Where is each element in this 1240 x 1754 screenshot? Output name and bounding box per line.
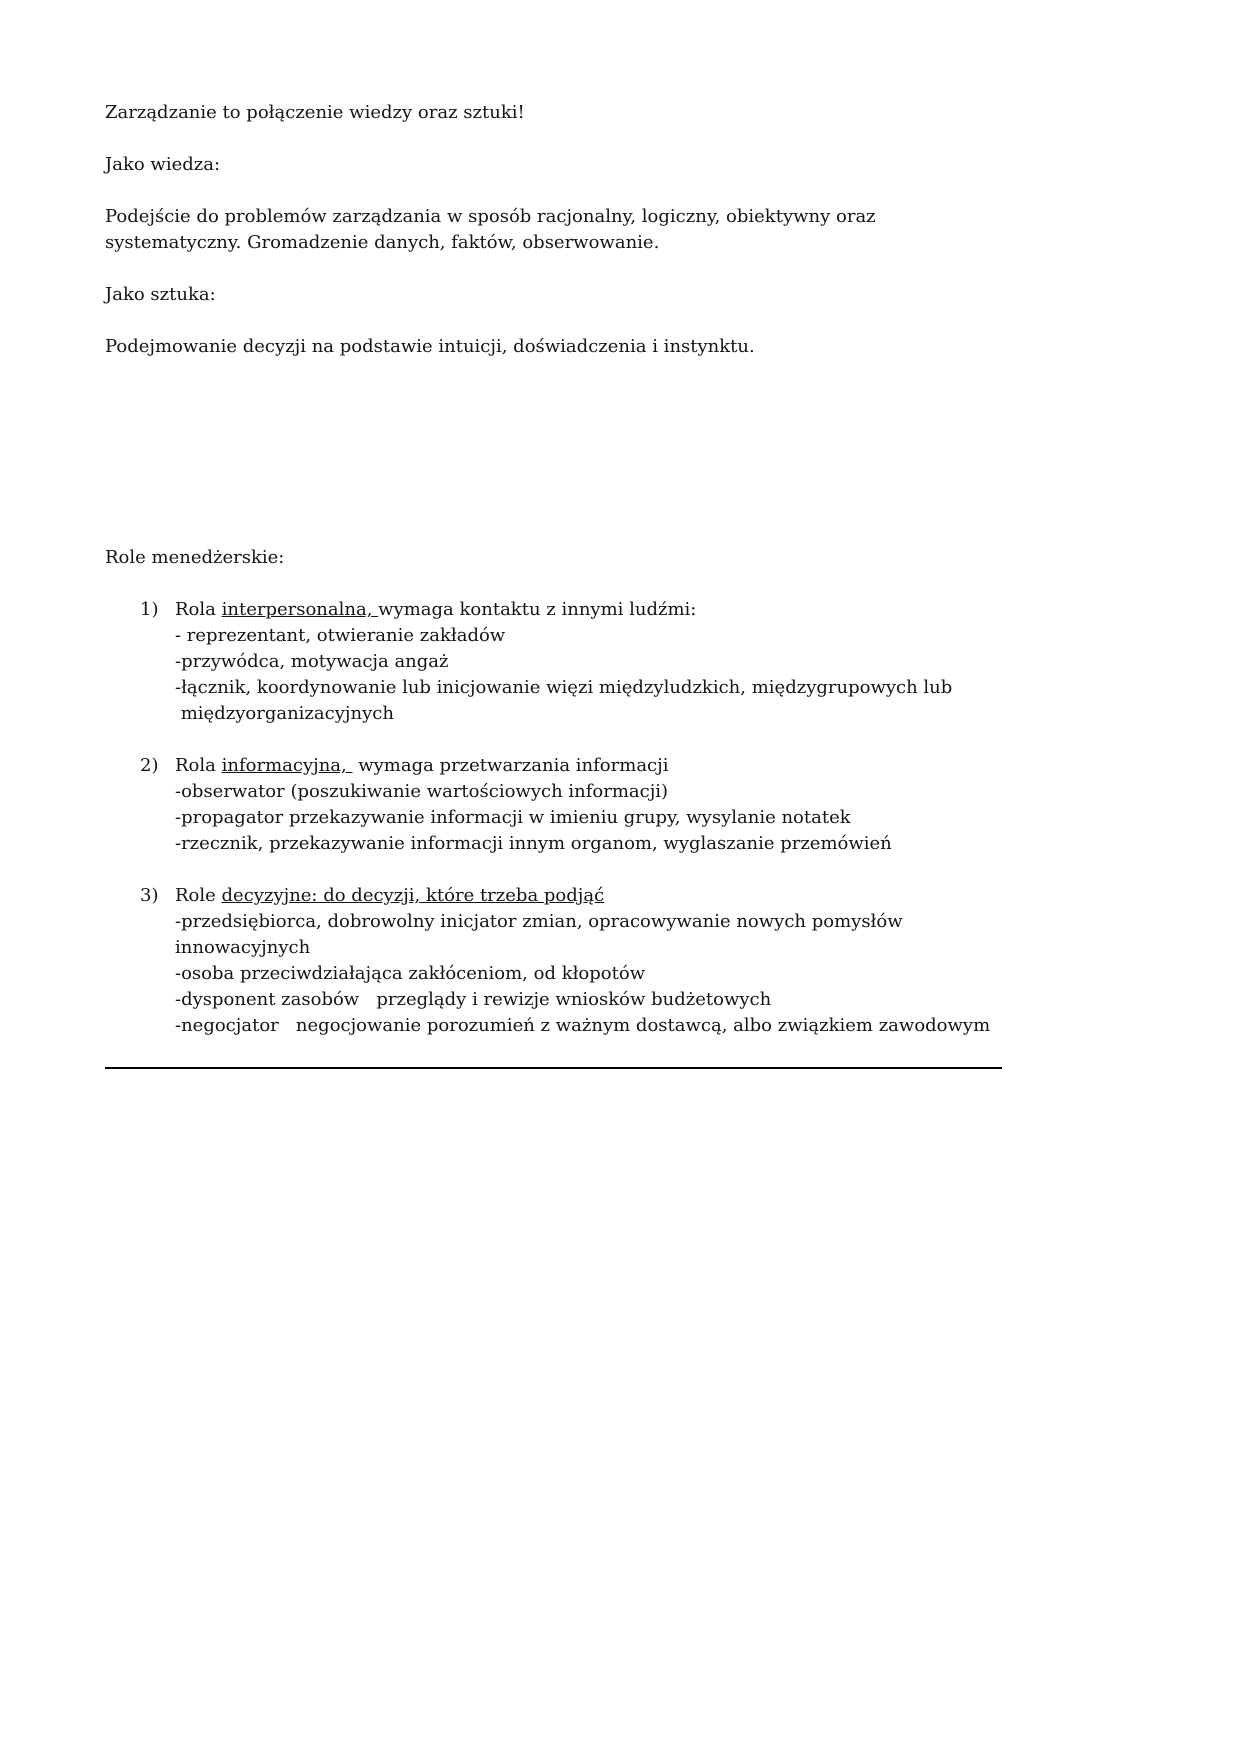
list-number: 2)	[140, 755, 159, 776]
role-detail-line: -łącznik, koordynowanie lub inicjowanie więzi międzyludzkich, międzygrupowych lub	[175, 677, 953, 698]
list-item-body	[175, 597, 1025, 727]
role-heading-underlined: informacyjna,	[221, 755, 353, 776]
role-detail-line: -obserwator (poszukiwanie wartościowych informacji)	[175, 781, 669, 802]
role-heading	[175, 753, 1025, 779]
horizontal-divider	[105, 1067, 1002, 1069]
role-heading-rest: wymaga przetwarzania informacji	[352, 755, 669, 776]
paragraph-jako-sztuka: Jako sztuka:	[105, 284, 216, 305]
roles-heading: Role menedżerskie:	[105, 547, 285, 568]
role-detail-line: -osoba przeciwdziałająca zakłóceniom, od kłopotów	[175, 963, 646, 984]
list-item-body	[175, 883, 1025, 1039]
role-heading	[175, 883, 1025, 909]
role-detail-line: -dysponent zasobów przeglądy i rewizje wniosków budżetowych	[175, 989, 772, 1010]
role-heading-underlined: interpersonalna,	[221, 599, 379, 620]
list-item-role-interpersonalna	[105, 597, 1105, 727]
list-item-body	[175, 753, 1025, 857]
role-detail-line: -negocjator negocjowanie porozumień z ważnym dostawcą, albo związkiem zawodowym	[175, 1015, 991, 1036]
role-heading-lead: Rola	[175, 599, 222, 620]
role-heading-lead: Rola	[175, 755, 222, 776]
role-detail-line: -propagator przekazywanie informacji w imieniu grupy, wysylanie notatek	[175, 807, 851, 828]
role-detail-line: międzyorganizacyjnych	[175, 703, 394, 724]
role-heading-underlined: decyzyjne: do decyzji, które trzeba podjąć	[221, 885, 605, 906]
role-heading	[175, 597, 1025, 623]
list-number: 3)	[140, 885, 159, 906]
role-heading-lead: Role	[175, 885, 222, 906]
list-item-role-informacyjna	[105, 753, 1105, 857]
paragraph-sztuka-description: Podejmowanie decyzji na podstawie intuicji, doświadczenia i instynktu.	[105, 336, 755, 357]
paragraph-jako-wiedza: Jako wiedza:	[105, 154, 221, 175]
paragraph-title: Zarządzanie to połączenie wiedzy oraz sztuki!	[105, 102, 525, 123]
role-detail-line: - reprezentant, otwieranie zakładów	[175, 625, 506, 646]
role-detail-line: innowacyjnych	[175, 937, 311, 958]
paragraph-wiedza-description: Podejście do problemów zarządzania w sposób racjonalny, logiczny, obiektywny oraz systematyczny. Gromadzenie danych, faktów, obserwowanie.	[105, 206, 882, 253]
role-detail-line: -rzecznik, przekazywanie informacji innym organom, wyglaszanie przemówień	[175, 833, 892, 854]
list-number: 1)	[140, 599, 159, 620]
role-detail-line: -przedsiębiorca, dobrowolny inicjator zmian, opracowywanie nowych pomysłów	[175, 911, 903, 932]
role-detail-line: -przywódca, motywacja angaż	[175, 651, 449, 672]
list-item-role-decyzyjne	[105, 883, 1105, 1039]
role-heading-rest: wymaga kontaktu z innymi ludźmi:	[378, 599, 697, 620]
